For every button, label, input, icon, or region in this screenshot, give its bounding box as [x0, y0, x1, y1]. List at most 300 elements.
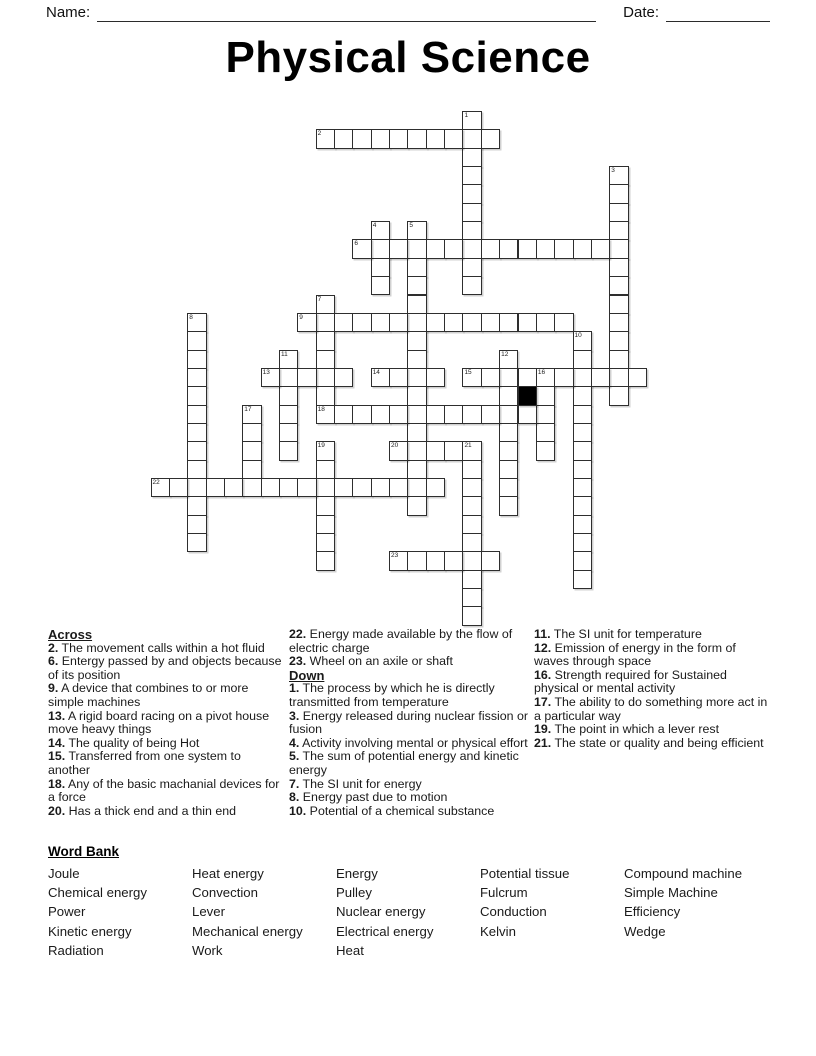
clue-item: 10. Potential of a chemical substance	[289, 803, 495, 818]
grid-cell[interactable]	[573, 350, 592, 369]
grid-cell[interactable]	[389, 313, 408, 332]
clue-number: 5.	[289, 749, 300, 764]
grid-cell[interactable]	[352, 129, 371, 148]
grid-cell-number: 16	[537, 368, 546, 376]
word-bank-heading: Word Bank	[48, 844, 120, 859]
grid-cell[interactable]	[481, 405, 500, 424]
grid-cell[interactable]	[518, 239, 537, 258]
grid-cell[interactable]	[536, 368, 555, 387]
grid-cell[interactable]	[573, 515, 592, 534]
grid-cell-number: 5	[409, 222, 414, 230]
grid-cell[interactable]	[444, 313, 463, 332]
grid-cell[interactable]	[609, 239, 628, 258]
clue-item: 20. Has a thick end and a thin end	[48, 803, 237, 818]
grid-cell[interactable]	[279, 423, 298, 442]
grid-cell[interactable]	[389, 441, 408, 460]
grid-cell[interactable]	[407, 386, 426, 405]
grid-cell[interactable]	[279, 478, 298, 497]
clue-item: 3. Energy released during nuclear fission or fusion	[289, 708, 529, 737]
word-bank-column-1	[48, 864, 147, 960]
grid-cell[interactable]	[352, 478, 371, 497]
grid-cell[interactable]	[536, 405, 555, 424]
grid-cell[interactable]	[187, 478, 206, 497]
clue-number: 10.	[289, 803, 307, 818]
clue-item: 8. Energy past due to motion	[289, 790, 448, 805]
grid-cell[interactable]	[499, 460, 518, 479]
grid-cell[interactable]	[426, 368, 445, 387]
word-bank-item: Convection	[192, 885, 258, 901]
clue-item: 6. Entergy passed by and objects because of its position	[48, 654, 282, 682]
clue-item: 18. Any of the basic machanial devices for a force	[48, 776, 280, 805]
grid-cell[interactable]	[573, 423, 592, 442]
grid-cell[interactable]	[297, 313, 316, 332]
grid-cell[interactable]	[573, 551, 592, 570]
grid-cell[interactable]	[297, 368, 316, 387]
clue-item: 9. A device that combines to or more simple machines	[48, 681, 249, 709]
grid-cell[interactable]	[609, 331, 628, 350]
clue-list-heading: Across	[48, 627, 93, 642]
clue-item: 4. Activity involving mental or physical effort	[289, 735, 528, 750]
clue-number: 12.	[534, 640, 552, 655]
grid-cell[interactable]	[279, 368, 298, 387]
word-bank-item: Fulcrum	[480, 885, 528, 901]
grid-cell[interactable]	[462, 111, 481, 130]
clue-number: 17.	[534, 694, 552, 709]
word-bank-item: Potential tissue	[480, 866, 570, 881]
grid-cell[interactable]	[462, 276, 481, 295]
grid-cell[interactable]	[573, 368, 592, 387]
clue-column-1	[48, 628, 285, 818]
grid-cell[interactable]	[187, 313, 206, 332]
grid-cell[interactable]	[407, 423, 426, 442]
grid-cell[interactable]	[444, 239, 463, 258]
grid-cell[interactable]	[316, 368, 335, 387]
grid-cell[interactable]	[573, 460, 592, 479]
clue-number: 13.	[48, 708, 66, 723]
grid-cell[interactable]	[536, 423, 555, 442]
grid-cell[interactable]	[279, 386, 298, 405]
word-bank-item: Power	[48, 904, 86, 920]
grid-cell[interactable]	[499, 423, 518, 442]
clue-number: 18.	[48, 776, 66, 791]
grid-cell[interactable]	[352, 239, 371, 258]
grid-cell[interactable]	[297, 478, 316, 497]
clue-item: 17. The ability to do something more act in a particular way	[534, 694, 768, 723]
grid-cell[interactable]	[518, 313, 537, 332]
grid-cell[interactable]	[609, 276, 628, 295]
grid-cell[interactable]	[316, 551, 335, 570]
grid-cell[interactable]	[499, 239, 518, 258]
word-bank-item: Energy	[336, 866, 378, 881]
grid-cell[interactable]	[316, 533, 335, 552]
grid-cell[interactable]	[426, 239, 445, 258]
word-bank-item: Heat energy	[192, 866, 264, 881]
clue-item: 11. The SI unit for temperature	[534, 627, 702, 641]
grid-cell[interactable]	[591, 239, 610, 258]
grid-cell[interactable]	[407, 129, 426, 148]
grid-cell[interactable]	[462, 551, 481, 570]
grid-cell[interactable]	[371, 368, 390, 387]
clue-number: 7.	[289, 776, 300, 791]
word-bank-item: Mechanical energy	[192, 923, 303, 939]
clue-number: 4.	[289, 735, 300, 750]
clue-item: 2. The movement calls within a hot fluid	[48, 640, 265, 655]
grid-cell-number: 4	[372, 222, 377, 230]
date-blank-line	[666, 5, 770, 22]
grid-cell[interactable]	[462, 533, 481, 552]
grid-cell-number: 3	[611, 167, 615, 175]
word-bank-item: Compound machine	[624, 866, 743, 881]
grid-cell[interactable]	[407, 276, 426, 295]
clue-item: 21. The state or quality and being efficient	[534, 735, 764, 750]
grid-cell[interactable]	[444, 129, 463, 148]
grid-cell-number: 11	[280, 350, 288, 358]
grid-cell-number: 9	[299, 313, 303, 321]
grid-cell-number: 1	[464, 112, 469, 119]
grid-cell[interactable]	[279, 441, 298, 460]
word-bank-item: Efficiency	[624, 904, 681, 920]
word-bank-item: Wedge	[624, 923, 666, 939]
clue-number: 11.	[534, 627, 551, 641]
grid-cell[interactable]	[426, 405, 445, 424]
word-bank-item: Conduction	[480, 904, 547, 920]
date-label: Date:	[623, 4, 659, 21]
grid-cell[interactable]	[499, 313, 518, 332]
grid-cell[interactable]	[518, 368, 537, 387]
clue-item: 1. The process by which he is directly transmitted from temperature	[289, 681, 495, 709]
grid-cell[interactable]	[609, 203, 628, 222]
grid-cell[interactable]	[279, 405, 298, 424]
grid-cell-number: 20	[391, 442, 399, 450]
grid-cell[interactable]	[573, 478, 592, 497]
grid-cell[interactable]	[334, 405, 353, 424]
grid-cell[interactable]	[187, 533, 206, 552]
grid-cell[interactable]	[499, 368, 518, 387]
grid-cell-number: 6	[354, 240, 358, 248]
grid-cell[interactable]	[316, 350, 335, 369]
grid-cell[interactable]	[462, 478, 481, 497]
grid-cell[interactable]	[609, 166, 628, 185]
clue-number: 19.	[534, 722, 552, 737]
grid-cell[interactable]	[536, 386, 555, 405]
page-title: Physical Science	[225, 33, 591, 82]
grid-cell-number: 21	[464, 442, 472, 450]
grid-cell[interactable]	[371, 239, 390, 258]
grid-cell[interactable]	[242, 441, 261, 460]
word-bank-item: Pulley	[336, 885, 372, 901]
grid-cell[interactable]	[187, 496, 206, 515]
grid-cell[interactable]	[609, 313, 628, 332]
grid-cell[interactable]	[316, 129, 335, 148]
grid-cell[interactable]	[462, 258, 481, 277]
grid-cell[interactable]	[573, 441, 592, 460]
grid-cell[interactable]	[187, 441, 206, 460]
grid-cell[interactable]	[151, 478, 170, 497]
grid-cell[interactable]	[609, 184, 628, 203]
grid-cell[interactable]	[389, 405, 408, 424]
clue-item: 7. The SI unit for energy	[289, 776, 422, 791]
grid-cell[interactable]	[407, 313, 426, 332]
word-bank-item: Simple Machine	[624, 885, 718, 901]
grid-cell[interactable]	[407, 239, 426, 258]
grid-cell[interactable]	[389, 368, 408, 387]
grid-cell[interactable]	[499, 350, 518, 369]
grid-cell[interactable]	[462, 441, 481, 460]
grid-cell[interactable]	[389, 551, 408, 570]
grid-cell[interactable]	[462, 239, 481, 258]
grid-cell[interactable]	[187, 331, 206, 350]
grid-cell[interactable]	[462, 313, 481, 332]
grid-cell[interactable]	[462, 588, 481, 607]
clue-item: 19. The point in which a lever rest	[534, 722, 720, 737]
grid-cell[interactable]	[573, 331, 592, 350]
grid-cell[interactable]	[426, 129, 445, 148]
clue-item: 12. Emission of energy in the form of waves through space	[534, 640, 736, 669]
grid-cell[interactable]	[242, 423, 261, 442]
grid-cell[interactable]	[573, 239, 592, 258]
grid-cell[interactable]	[371, 221, 390, 240]
grid-cell[interactable]	[554, 313, 573, 332]
grid-cell[interactable]	[242, 478, 261, 497]
grid-cell[interactable]	[334, 478, 353, 497]
clue-number: 20.	[48, 803, 66, 818]
word-bank-item: Kelvin	[480, 923, 516, 939]
crossword-grid	[151, 111, 647, 626]
name-blank-line	[97, 5, 596, 22]
grid-cell[interactable]	[462, 129, 481, 148]
grid-cell[interactable]	[352, 313, 371, 332]
grid-cell[interactable]	[462, 203, 481, 222]
word-bank-column-3	[336, 864, 433, 960]
grid-cell[interactable]	[499, 386, 518, 405]
grid-cell[interactable]	[371, 129, 390, 148]
grid-cell[interactable]	[371, 258, 390, 277]
grid-cell[interactable]	[407, 441, 426, 460]
grid-cell[interactable]	[316, 295, 335, 314]
grid-cell-number: 18	[317, 405, 325, 413]
grid-cell[interactable]	[316, 386, 335, 405]
grid-cell-number: 13	[262, 368, 270, 376]
grid-cell[interactable]	[187, 460, 206, 479]
word-bank-item: Electrical energy	[336, 923, 434, 939]
grid-cell-number: 23	[391, 552, 399, 560]
clue-item: 14. The quality of being Hot	[48, 735, 200, 750]
grid-cell[interactable]	[481, 313, 500, 332]
grid-cell[interactable]	[462, 368, 481, 387]
grid-cell[interactable]	[536, 441, 555, 460]
grid-cell[interactable]	[261, 478, 280, 497]
grid-cell[interactable]	[499, 441, 518, 460]
grid-cell[interactable]	[316, 313, 335, 332]
grid-cell-number: 17	[244, 405, 252, 413]
clue-item: 13. A rigid board racing on a pivot house move heavy things	[48, 708, 270, 737]
grid-cell[interactable]	[518, 405, 537, 424]
clue-column-2	[289, 628, 529, 818]
grid-cell[interactable]	[481, 239, 500, 258]
grid-cell[interactable]	[499, 496, 518, 515]
clue-number: 14.	[48, 735, 66, 750]
clue-number: 23.	[289, 654, 307, 669]
grid-cell-number: 7	[317, 295, 322, 303]
grid-cell[interactable]	[426, 551, 445, 570]
grid-cell[interactable]	[609, 295, 628, 314]
grid-cell[interactable]	[407, 350, 426, 369]
grid-cell[interactable]	[187, 423, 206, 442]
word-bank-column-4	[480, 864, 569, 941]
grid-cell[interactable]	[407, 295, 426, 314]
grid-cell-number: 22	[152, 479, 160, 486]
grid-cell[interactable]	[426, 478, 445, 497]
grid-cell[interactable]	[609, 350, 628, 369]
grid-cell[interactable]	[573, 405, 592, 424]
grid-cell[interactable]	[407, 551, 426, 570]
grid-cell[interactable]	[536, 239, 555, 258]
grid-cell[interactable]	[573, 570, 592, 589]
word-bank-item: Chemical energy	[48, 885, 147, 901]
clue-number: 6.	[48, 654, 59, 669]
clue-list-heading: Down	[289, 667, 325, 683]
grid-cell[interactable]	[224, 478, 243, 497]
grid-cell[interactable]	[462, 570, 481, 589]
grid-cell[interactable]	[481, 368, 500, 387]
grid-cell-number: 8	[189, 313, 193, 321]
grid-cell[interactable]	[407, 221, 426, 240]
grid-cell[interactable]	[407, 331, 426, 350]
grid-cell[interactable]	[316, 478, 335, 497]
name-label: Name:	[46, 4, 91, 21]
clue-number: 2.	[48, 640, 59, 655]
grid-cell[interactable]	[334, 368, 353, 387]
clue-number: 15.	[48, 749, 66, 764]
grid-cell[interactable]	[169, 478, 188, 497]
grid-cell[interactable]	[242, 460, 261, 479]
clue-item: 23. Wheel on an axile or shaft	[289, 654, 453, 669]
grid-cell[interactable]	[407, 460, 426, 479]
clue-item: 22. Energy made available by the flow of electric charge	[289, 627, 513, 655]
clue-number: 22.	[289, 627, 307, 641]
word-bank-column-5	[624, 864, 742, 941]
grid-cell[interactable]	[573, 386, 592, 405]
grid-cell[interactable]	[462, 148, 481, 167]
grid-cell[interactable]	[187, 386, 206, 405]
grid-cell[interactable]	[407, 496, 426, 515]
grid-cell[interactable]	[609, 386, 628, 405]
grid-cell[interactable]	[462, 460, 481, 479]
grid-cell[interactable]	[334, 313, 353, 332]
grid-cell-number: 19	[317, 442, 325, 450]
clue-number: 1.	[289, 681, 300, 696]
word-bank-item: Joule	[48, 866, 80, 881]
grid-cell[interactable]	[389, 239, 408, 258]
grid-cell[interactable]	[334, 129, 353, 148]
grid-black-cell	[518, 386, 537, 405]
clue-number: 21.	[534, 735, 552, 750]
grid-cell[interactable]	[352, 405, 371, 424]
grid-cell[interactable]	[407, 368, 426, 387]
grid-cell[interactable]	[481, 129, 500, 148]
grid-cell[interactable]	[187, 405, 206, 424]
grid-cell[interactable]	[573, 533, 592, 552]
grid-cell[interactable]	[554, 368, 573, 387]
clue-item: 5. The sum of potential energy and kinetic energy	[289, 749, 519, 777]
grid-cell[interactable]	[389, 129, 408, 148]
grid-cell[interactable]	[371, 478, 390, 497]
grid-cell[interactable]	[279, 350, 298, 369]
grid-cell-number: 2	[317, 130, 322, 138]
grid-cell[interactable]	[371, 313, 390, 332]
grid-cell[interactable]	[187, 368, 206, 387]
grid-cell[interactable]	[462, 184, 481, 203]
grid-cell[interactable]	[573, 496, 592, 515]
grid-cell[interactable]	[444, 441, 463, 460]
grid-cell[interactable]	[444, 405, 463, 424]
word-bank-column-2	[192, 864, 303, 960]
grid-cell[interactable]	[481, 551, 500, 570]
clue-number: 3.	[289, 708, 300, 723]
grid-cell[interactable]	[316, 405, 335, 424]
grid-cell[interactable]	[316, 460, 335, 479]
grid-cell[interactable]	[389, 478, 408, 497]
clue-item: 16. Strength required for Sustained physical or mental activity	[534, 667, 727, 696]
grid-cell[interactable]	[536, 313, 555, 332]
grid-cell-number: 14	[372, 368, 380, 376]
grid-cell[interactable]	[407, 258, 426, 277]
grid-cell[interactable]	[499, 478, 518, 497]
grid-cell[interactable]	[316, 331, 335, 350]
grid-cell[interactable]	[609, 258, 628, 277]
clue-column-3	[534, 628, 772, 750]
grid-cell[interactable]	[407, 405, 426, 424]
grid-cell-number: 10	[574, 332, 582, 340]
grid-cell[interactable]	[462, 405, 481, 424]
grid-cell[interactable]	[187, 515, 206, 534]
grid-cell[interactable]	[499, 405, 518, 424]
clue-number: 8.	[289, 790, 300, 805]
grid-cell[interactable]	[462, 515, 481, 534]
grid-cell[interactable]	[426, 441, 445, 460]
grid-cell[interactable]	[554, 239, 573, 258]
grid-cell[interactable]	[371, 405, 390, 424]
grid-cell-number: 15	[464, 368, 472, 376]
grid-cell[interactable]	[609, 221, 628, 240]
grid-cell[interactable]	[316, 496, 335, 515]
word-bank-item: Radiation	[48, 942, 104, 958]
grid-cell[interactable]	[371, 276, 390, 295]
grid-cell[interactable]	[462, 221, 481, 240]
grid-cell[interactable]	[242, 405, 261, 424]
word-bank-item: Lever	[192, 904, 225, 920]
grid-cell[interactable]	[206, 478, 225, 497]
header-row	[46, 4, 770, 22]
grid-cell[interactable]	[628, 368, 647, 387]
grid-cell[interactable]	[316, 441, 335, 460]
grid-cell[interactable]	[462, 606, 481, 625]
grid-cell[interactable]	[187, 350, 206, 369]
grid-cell[interactable]	[316, 515, 335, 534]
grid-cell[interactable]	[426, 313, 445, 332]
grid-cell[interactable]	[407, 478, 426, 497]
word-bank-item: Work	[192, 942, 223, 958]
grid-cell[interactable]	[462, 166, 481, 185]
word-bank-item: Heat	[336, 942, 364, 958]
grid-cell[interactable]	[591, 368, 610, 387]
grid-cell[interactable]	[462, 496, 481, 515]
grid-cell[interactable]	[609, 368, 628, 387]
grid-cell[interactable]	[444, 551, 463, 570]
grid-cell-number: 12	[501, 350, 509, 358]
grid-cell[interactable]	[261, 368, 280, 387]
clue-number: 9.	[48, 681, 59, 696]
